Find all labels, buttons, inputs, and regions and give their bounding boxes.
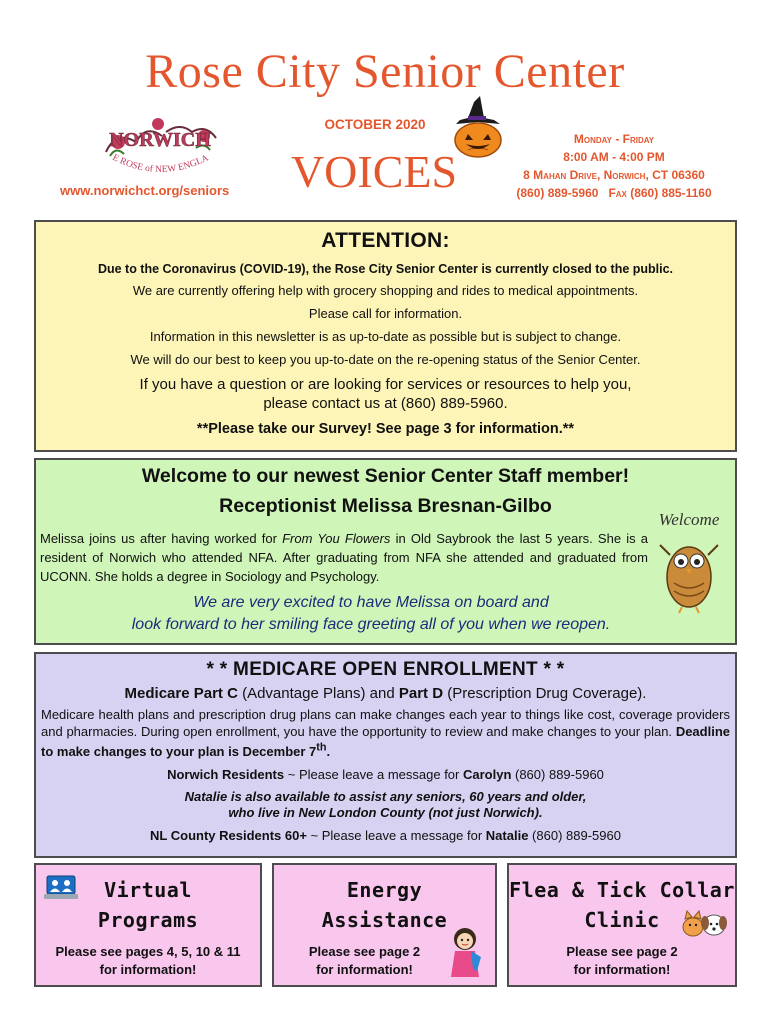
card-title-1: Energy [346,878,423,902]
welcome-box [34,458,737,645]
card-body-2: for information! [316,962,413,977]
card-body-1: Please see page 2 [566,944,678,959]
fax: Fax (860) 885-1160 [608,186,712,200]
welcome-paragraph [40,529,648,586]
part-c-desc: (Advantage Plans) and [237,685,399,702]
company-name: From You Flowers [282,531,391,546]
norwich-label: Norwich Residents [167,767,285,783]
call-line: Please call for information. [308,306,463,321]
newsletter-name: VOICES [290,146,458,197]
issue-date: OCTOBER 2020 [324,117,426,132]
reopen-line: We will do our best to keep you up-to-date on the re-opening status of the Senior Center. [130,352,641,367]
card-body-2: for information! [573,962,671,977]
hours-days: Monday - Friday [573,132,655,146]
info-line: Information in this newsletter is as up-to-date as possible but is subject to change. [149,329,622,344]
center-info [500,130,728,202]
medicare-heading: * * MEDICARE OPEN ENROLLMENT * * [206,659,565,680]
nl-contact: Natalie [485,828,529,844]
card-title-1: Flea & Tick Collar [509,878,735,902]
medicare-text: Medicare health plans and prescription drug plans can make changes each year to things like cost, coverage providers and pharmacies. During open enrollment, you have the opportunity to review and make changes to your plan. [41,707,730,739]
witch-pumpkin-icon [450,94,506,160]
card-flea-tick-clinic [507,863,737,987]
question-line [36,375,735,413]
phone-fax [500,184,728,202]
norwich-mid: ~ Please leave a message for [284,767,463,783]
welcome-heading-2: Receptionist Melissa Bresnan-Gilbo [219,495,552,517]
norwich-contact: Carolyn [462,767,512,783]
card-energy-assistance [272,863,497,987]
part-c-label: Medicare Part C [124,685,238,702]
attention-box [34,220,737,452]
card-title-2: Clinic [584,908,660,932]
deadline-text: Deadline to make changes to your plan is December 7 [41,724,730,760]
nl-label: NL County Residents 60+ [150,828,307,844]
card-virtual-programs [34,863,262,987]
part-d-label: Part D [398,685,444,702]
svg-text:NORWICH: NORWICH [109,129,211,151]
welcome-quote-2: look forward to her smiling face greeting all of you when we reopen. [131,616,611,633]
welcome-text-rest: in Old Saybrook the last 5 years. She is a resident of Norwich who attended NFA. After graduating from NFA she attended and graduated from UCONN. She holds a degree in Sociology and Psychology. [40,531,648,584]
deadline-sup: th [316,742,327,754]
card-body-1: Please see page 2 [308,944,421,959]
girl-scarf-icon [447,925,487,981]
welcome-heading-1: Welcome to our newest Senior Center Staff member! [141,465,630,487]
help-line: We are currently offering help with grocery shopping and rides to medical appointments. [132,283,639,298]
medicare-box [34,652,737,858]
card-title-2: Assistance [321,908,448,932]
question-line-1: If you have a question or are looking for services or resources to help you, [139,376,632,393]
medicare-paragraph [41,706,730,760]
welcome-owl-icon [650,505,728,617]
norwich-logo [96,112,224,186]
natalie-note-2: who live in New London County (not just Norwich). [228,805,543,821]
deadline-end: . [326,744,331,760]
card-title-2: Programs [97,908,199,932]
card-title-1: Virtual [104,878,192,902]
phone: (860) 889-5960 [516,186,599,200]
question-line-2: please contact us at (860) 889-5960. [263,395,508,412]
natalie-note [36,789,735,821]
hours-time: 8:00 AM - 4:00 PM [563,150,665,164]
card-body-1: Please see pages 4, 5, 10 & 11 [55,944,241,959]
laptop-video-icon [44,875,78,901]
nl-phone: (860) 889-5960 [528,828,621,844]
svg-text:Welcome: Welcome [658,510,720,529]
address: 8 Mahan Drive, Norwich, CT 06360 [523,168,705,182]
welcome-quote [36,592,706,636]
part-d-desc: (Prescription Drug Coverage). [443,685,647,702]
norwich-residents-line [36,766,735,783]
svg-text:THE ROSE of NEW ENGLAND: E ROSE of NEW ENGLA [110,152,211,176]
natalie-note-1: Natalie is also available to assist any seniors, 60 years and older, [184,789,587,805]
nl-county-line [36,827,735,844]
card-body-2: for information! [99,962,197,977]
page-title: Rose City Senior Center [145,45,625,98]
website-link[interactable]: www.norwichct.org/seniors [60,183,230,198]
nl-mid: ~ Please leave a message for [306,828,486,844]
cat-dog-icon [679,905,729,939]
closed-notice: Due to the Coronavirus (COVID-19), the Rose City Senior Center is currently closed to the public. [97,262,674,276]
attention-heading: ATTENTION: [321,229,450,252]
medicare-parts [36,685,735,702]
survey-note: **Please take our Survey! See page 3 for information.** [196,421,575,437]
welcome-quote-1: We are very excited to have Melissa on board and [193,594,549,611]
norwich-phone: (860) 889-5960 [511,767,604,783]
welcome-text-start: Melissa joins us after having worked for [40,531,283,546]
